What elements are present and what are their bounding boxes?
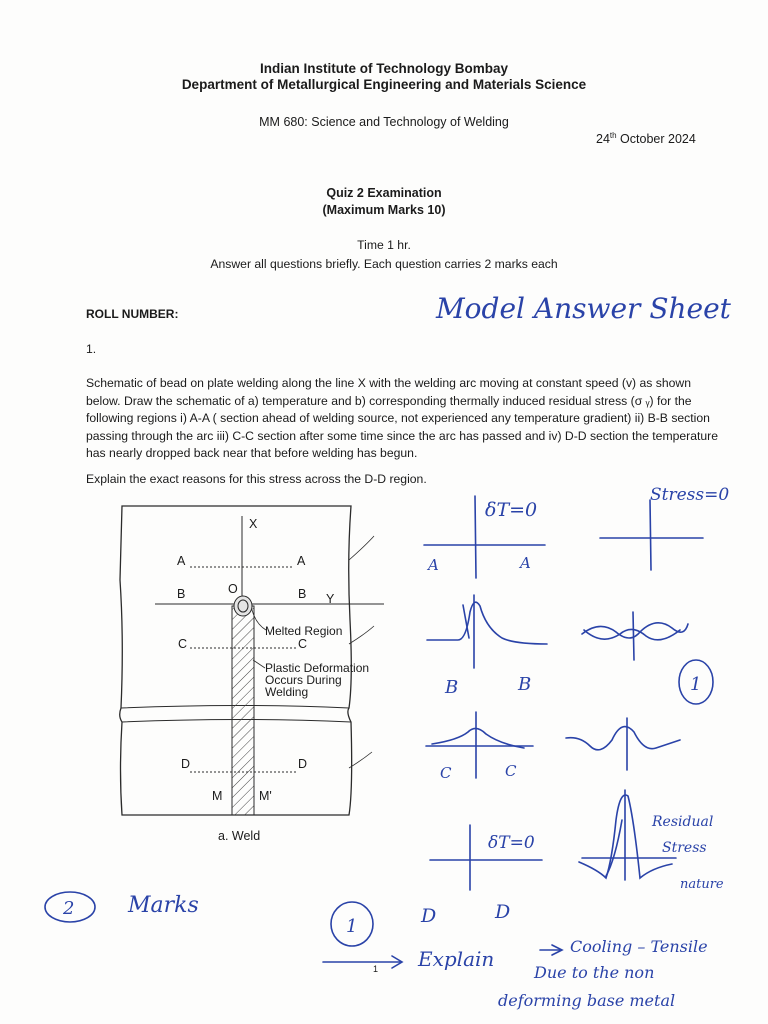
time-limit: Time 1 hr. — [357, 238, 411, 252]
hw-residual-3: nature — [680, 877, 724, 892]
hw-c-left: C — [440, 764, 452, 782]
label-m-prime: M' — [259, 789, 272, 803]
hw-b-left: B — [445, 677, 459, 698]
hw-d-left: D — [421, 905, 437, 927]
label-a-right: A — [297, 554, 306, 568]
department-name: Department of Metallurgical Engineering and Materials Science — [181, 77, 587, 92]
label-c-right: C — [298, 637, 308, 651]
hw-a-right: A — [520, 554, 531, 572]
hw-cooling-tensile: Cooling – Tensile — [570, 937, 708, 956]
hw-b-right: B — [518, 674, 532, 695]
question-text: Schematic of bead on plate welding along the line X with the welding arc moving at constant speed (v) as shown below. Draw the schematic of a) temperature and b) corresponding thermally induced residual stress (σ ᵧ) for the following regions i) A-A ( section ahead of welding source, not experienced any temperature gradient) ii) B-B section passing through the arc iii) C-C section after some time since the arc has passed and iv) D-D section the temperature has nearly dropped back near that before welding has begun. — [86, 376, 719, 460]
label-a-left: A — [177, 554, 186, 568]
hw-explain: Explain — [418, 947, 495, 971]
hw-circle-one: 1 — [690, 674, 702, 695]
exam-title: Quiz 2 Examination — [326, 186, 442, 200]
label-m: M — [212, 789, 223, 803]
label-plastic-2: Occurs During — [265, 673, 342, 687]
hw-residual-1: Residual — [652, 814, 714, 830]
hw-a-left: A — [428, 556, 439, 574]
question-number: 1. — [86, 342, 97, 356]
figure-caption: a. Weld — [218, 829, 261, 843]
exam-date: 24th October 2024 — [596, 131, 696, 147]
hw-strain-zero: Stress=0 — [650, 485, 730, 505]
label-c-left: C — [178, 637, 188, 651]
label-x: X — [249, 517, 258, 531]
hw-circle-two: 2 — [63, 898, 75, 919]
max-marks: (Maximum Marks 10) — [322, 203, 446, 217]
label-o: O — [228, 582, 238, 596]
label-plastic-1: Plastic Deformation — [265, 661, 370, 675]
label-d-right: D — [298, 757, 308, 771]
label-d-left: D — [181, 757, 191, 771]
label-melted-region: Melted Region — [265, 624, 343, 638]
hw-circle-one-b: 1 — [346, 916, 358, 937]
hw-dt-zero-2: δT=0 — [488, 833, 535, 853]
label-b-right: B — [298, 587, 307, 601]
hw-c-right: C — [505, 762, 517, 780]
label-y: Y — [326, 592, 335, 606]
roll-number-label: ROLL NUMBER: — [86, 307, 179, 321]
institute-name: Indian Institute of Technology Bombay — [259, 61, 508, 76]
hw-due-2: deforming base metal — [498, 991, 676, 1010]
hw-due-1: Due to the non — [534, 963, 655, 982]
hw-residual-2: Stress — [662, 840, 707, 856]
hw-dt-zero-1: δT=0 — [485, 499, 538, 521]
page-number: 1 — [373, 964, 379, 974]
hw-title: Model Answer Sheet — [436, 292, 731, 325]
instructions: Answer all questions briefly. Each question carries 2 marks each — [210, 257, 558, 271]
explain-prompt: Explain the exact reasons for this stress across the D-D region. — [86, 472, 427, 486]
label-b-left: B — [177, 587, 186, 601]
hw-marks: Marks — [128, 893, 199, 918]
hw-d-right: D — [495, 901, 511, 923]
course-title: MM 680: Science and Technology of Welding — [259, 115, 509, 129]
label-plastic-3: Welding — [265, 685, 309, 699]
